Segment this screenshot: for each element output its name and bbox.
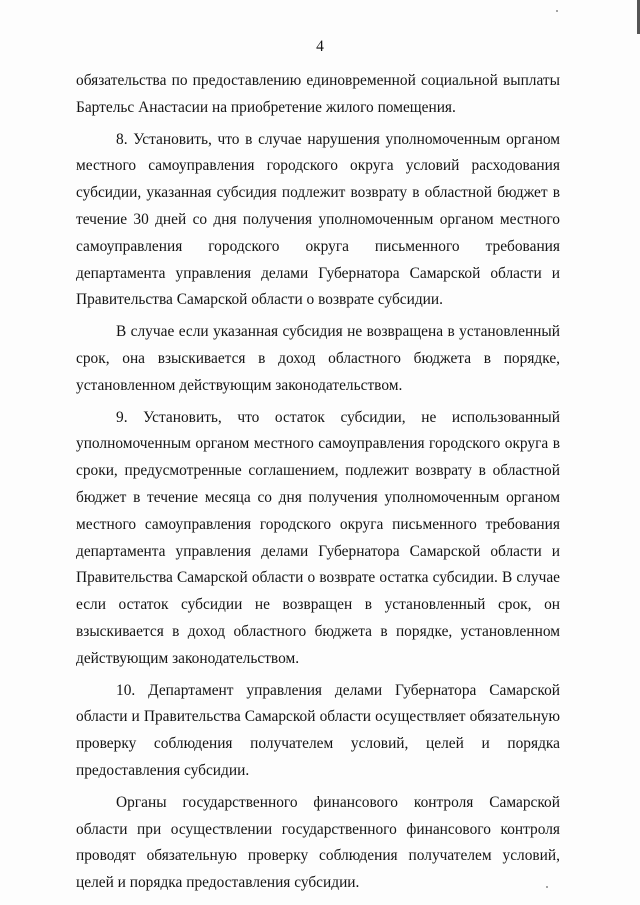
- scan-speck: [556, 10, 558, 12]
- page-number: 4: [316, 38, 324, 55]
- paragraph-item-9: 9. Установить, что остаток субсидии, не использованный уполномоченным органом местного самоуправления городского округа в сроки, предусмотренные соглашением, подлежит возврату в областной бюджет в течение месяца со дня получения уполномоченным органом местного самоуправления городского округа письменного требования департамента управления делами Губернатора Самарской области и Правительства Самарской области о возврате остатка субсидии. В случае если остаток субсидии не возвращен в установленный срок, он взыскивается в доход областного бюджета в порядке, установленном действующим законодательством.: [76, 408, 560, 667]
- paragraph-item-8: 8. Установить, что в случае нарушения уполномоченным органом местного самоуправления городского округа условий расходования субсидии, указанная субсидия подлежит возврату в областной бюджет в течение 30 дней со дня получения уполномоченным органом местного самоуправления городского округа письменного требования департамента управления делами Губернатора Самарской области и Правительства Самарской области о возврате субсидии.: [76, 130, 560, 309]
- paragraph-item-10: 10. Департамент управления делами Губернатора Самарской области и Правительства Самарской области осуществляет обязательную проверку соблюдения получателем условий, целей и порядка предоставления субсидии.: [76, 681, 560, 779]
- document-body: [76, 68, 560, 897]
- paragraph-continuation: обязательства по предоставлению единовременной социальной выплаты Бартельс Анастасии на приобретение жилого помещения.: [76, 72, 560, 116]
- paragraph-item-10-control: Органы государственного финансового контроля Самарской области при осуществлении государственного финансового контроля проводят обязательную проверку соблюдения получателем условий, целей и порядка предоставления субсидии.: [76, 793, 560, 892]
- paragraph-item-8-return: В случае если указанная субсидия не возвращена в установленный срок, она взыскивается в доход областного бюджета в порядке, установленном действующим законодательством.: [76, 323, 560, 394]
